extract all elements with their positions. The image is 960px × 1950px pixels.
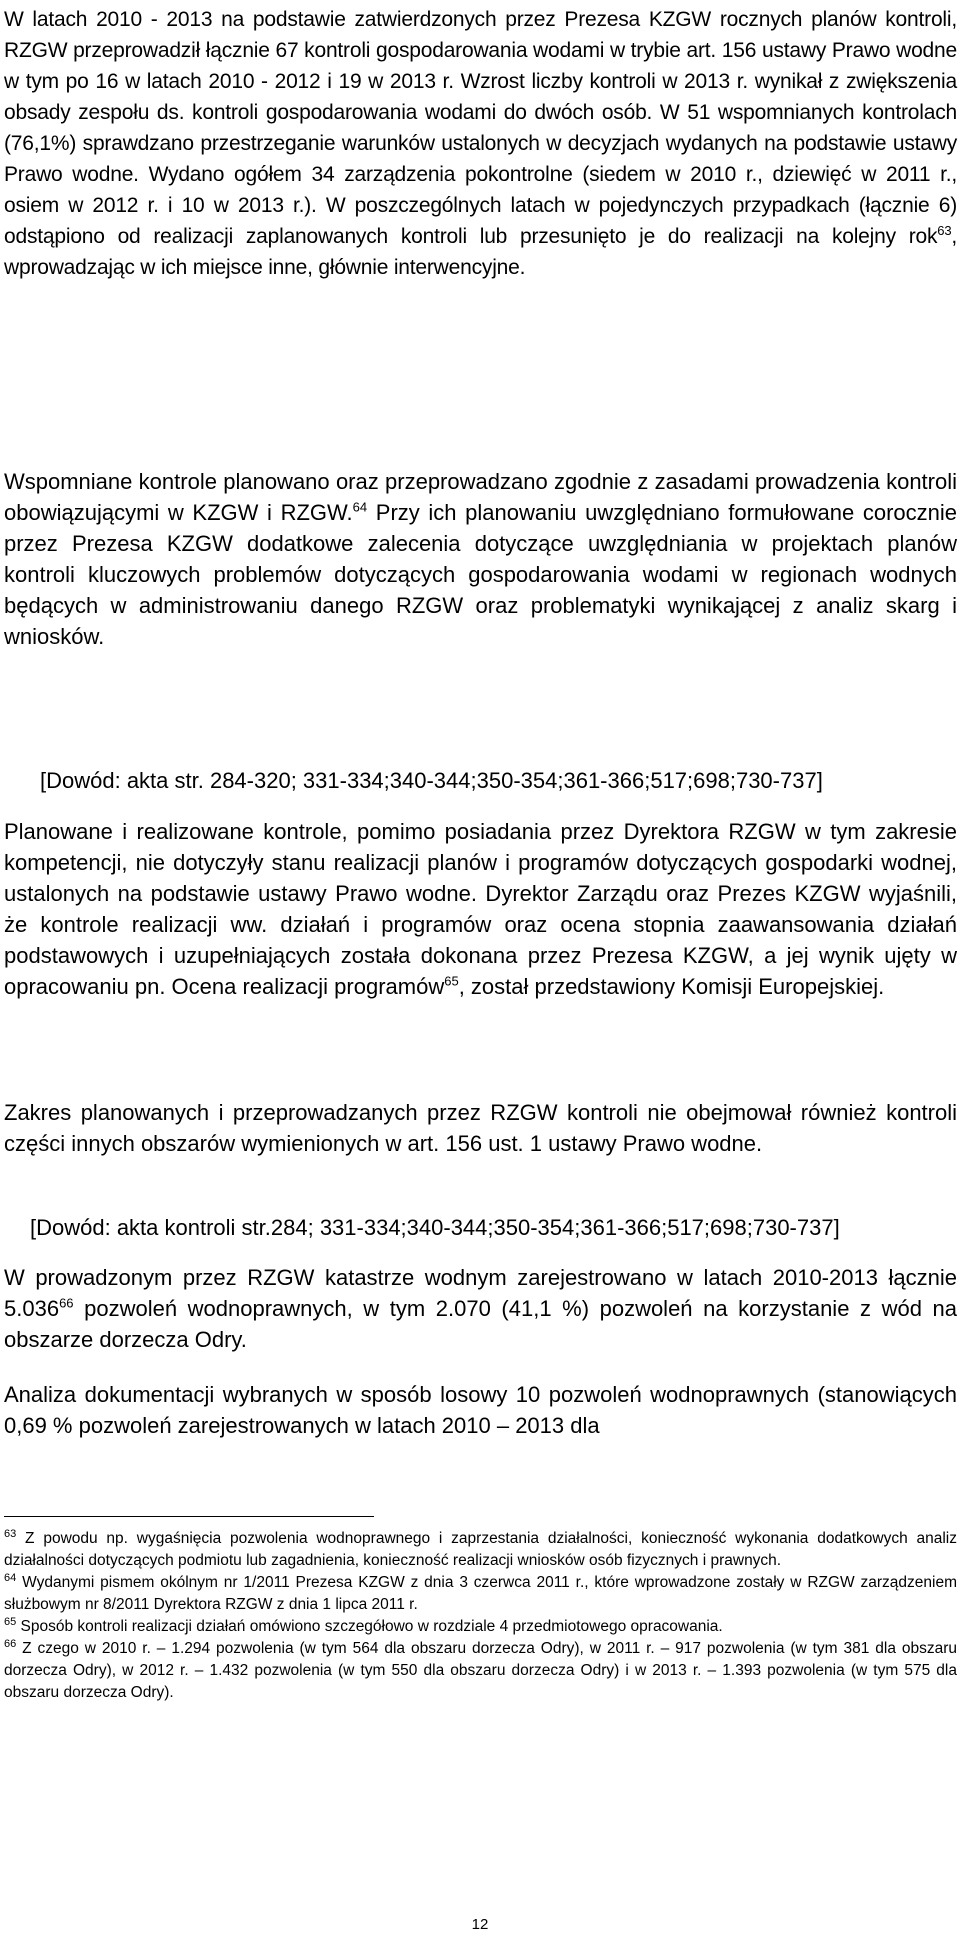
footnote-number: 64 — [4, 1571, 17, 1584]
evidence-reference-2 — [30, 1212, 957, 1243]
evidence-reference-1-text: [Dowód: akta str. 284-320; 331-334;340-344;350-354;361-366;517;698;730-737] — [40, 768, 823, 793]
footnote-text: Z czego w 2010 r. – 1.294 pozwolenia (w tym 564 dla obszaru dorzecza Odry), w 2011 r. – 917 pozwolenia (w tym 381 dla obszaru dorzecza Odry), w 2012 r. – 1.432 pozwolenia (w tym 550 dla obszaru dorzecza Odry) i w 2013 r. – 1.393 pozwolenia (w tym 575 dla obszaru dorzecza Odry). — [4, 1640, 957, 1701]
paragraph-1 — [4, 4, 957, 283]
paragraph-5 — [4, 1262, 957, 1355]
footnote-number: 63 — [4, 1527, 17, 1540]
paragraph-4 — [4, 1097, 957, 1159]
paragraph-3 — [4, 816, 957, 1002]
footnote-64 — [4, 1572, 957, 1616]
evidence-reference-1 — [40, 765, 957, 796]
paragraph-2 — [4, 466, 957, 652]
footnotes — [4, 1528, 957, 1704]
page-number: 12 — [471, 1916, 489, 1933]
paragraph-6-text: Analiza dokumentacji wybranych w sposób losowy 10 pozwoleń wodnoprawnych (stanowiących 0,69 % pozwoleń zarejestrowanych w latach 2010 – 2013 dla — [4, 1382, 957, 1438]
paragraph-2-text: Wspomniane kontrole planowano oraz przeprowadzano zgodnie z zasadami prowadzenia kontroli obowiązującymi w KZGW i RZGW. — [4, 469, 957, 525]
paragraph-1-tail: , wprowadzając w ich miejsce inne, głównie interwencyjne. — [4, 225, 957, 279]
paragraph-5-text: W prowadzonym przez RZGW katastrze wodnym zarejestrowano w latach 2010-2013 łącznie 5.036 — [4, 1265, 957, 1321]
evidence-reference-2-text: [Dowód: akta kontroli str.284; 331-334;340-344;350-354;361-366;517;698;730-737] — [30, 1215, 840, 1240]
footnote-63 — [4, 1528, 957, 1572]
footnote-number: 65 — [4, 1615, 17, 1628]
paragraph-5-tail: pozwoleń wodnoprawnych, w tym 2.070 (41,1 %) pozwoleń na korzystanie z wód na obszarze dorzecza Odry. — [4, 1296, 957, 1352]
paragraph-1-text: W latach 2010 - 2013 na podstawie zatwierdzonych przez Prezesa KZGW rocznych planów kontroli, RZGW przeprowadził łącznie 67 kontroli gospodarowania wodami w trybie art. 156 ustawy Prawo wodne w tym po 16 w latach 2010 - 2012 i 19 w 2013 r. Wzrost liczby kontroli w 2013 r. wynikał z zwiększenia obsady zespołu ds. kontroli gospodarowania wodami do dwóch osób. W 51 wspomnianych kontrolach (76,1%) sprawdzano przestrzeganie warunków ustalonych w decyzjach wydanych na podstawie ustawy Prawo wodne. Wydano ogółem 34 zarządzenia pokontrolne (siedem w 2010 r., dziewięć w 2011 r., osiem w 2012 r. i 10 w 2013 r.). W poszczególnych latach w pojedynczych przypadkach (łącznie 6) odstąpiono od realizacji zaplanowanych kontroli lub przesunięto je do realizacji na kolejny rok — [4, 8, 957, 248]
paragraph-6 — [4, 1379, 957, 1441]
footnote-ref-64: 64 — [352, 499, 368, 515]
footnote-text: Z powodu np. wygaśnięcia pozwolenia wodnoprawnego i zaprzestania działalności, konieczność wykonania dodatkowych analiz działalności dotyczących podmiotu lub zagadnienia, konieczność realizacji wniosków osób fizycznych i prawnych. — [4, 1530, 957, 1569]
footnote-number: 66 — [4, 1637, 17, 1650]
footnote-ref-63: 63 — [937, 223, 952, 238]
footnote-ref-66: 66 — [59, 1295, 74, 1311]
footnote-ref-65: 65 — [444, 973, 459, 989]
footnote-separator — [4, 1516, 374, 1517]
footnote-text: Sposób kontroli realizacji działań omówiono szczegółowo w rozdziale 4 przedmiotowego opracowania. — [16, 1618, 723, 1635]
paragraph-3-text: Planowane i realizowane kontrole, pomimo posiadania przez Dyrektora RZGW w tym zakresie kompetencji, nie dotyczyły stanu realizacji planów i programów dotyczących gospodarki wodnej, ustalonych na podstawie ustawy Prawo wodne. Dyrektor Zarządu oraz Prezes KZGW wyjaśnili, że kontrole realizacji ww. działań i programów oraz ocena stopnia zaawansowania działań podstawowych i uzupełniających została dokonana przez Prezesa KZGW, a jej wynik ujęty w opracowaniu pn. Ocena realizacji programów — [4, 819, 957, 999]
footnote-text: Wydanymi pismem okólnym nr 1/2011 Prezesa KZGW z dnia 3 czerwca 2011 r., które wprowadzone zostały w RZGW zarządzeniem służbowym nr 8/2011 Dyrektora RZGW z dnia 1 lipca 2011 r. — [4, 1574, 957, 1613]
footnote-66 — [4, 1638, 957, 1704]
paragraph-3-tail: , został przedstawiony Komisji Europejskiej. — [458, 974, 885, 999]
paragraph-4-text: Zakres planowanych i przeprowadzanych przez RZGW kontroli nie obejmował również kontroli części innych obszarów wymienionych w art. 156 ust. 1 ustawy Prawo wodne. — [4, 1100, 957, 1156]
footnote-65 — [4, 1616, 957, 1638]
paragraph-2-tail: Przy ich planowaniu uwzględniano formułowane corocznie przez Prezesa KZGW dodatkowe zalecenia dotyczące uwzględniania w projektach planów kontroli kluczowych problemów dotyczących gospodarowania wodami w regionach wodnych będących w administrowaniu danego RZGW oraz problematyki wynikającej z analiz skarg i wniosków. — [4, 500, 957, 649]
